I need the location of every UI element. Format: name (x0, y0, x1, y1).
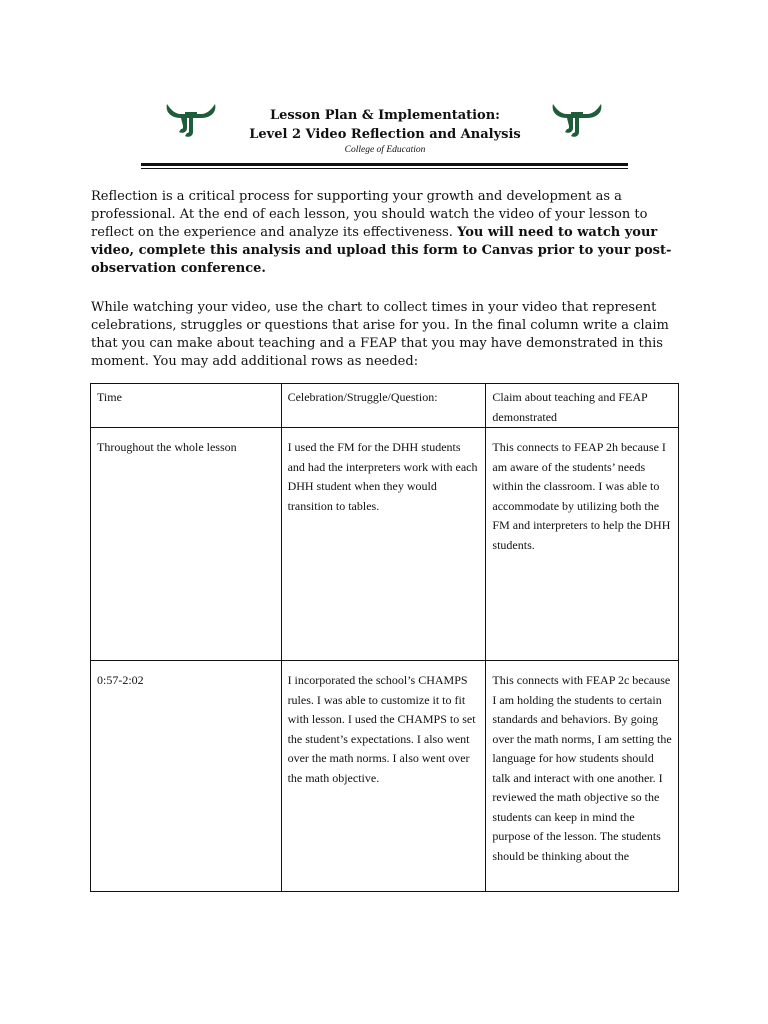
table-cell-claim[interactable]: This connects with FEAP 2c because I am holding the students to certain standards and behaviors. By going over the math norms, I am setting the language for how students should talk and interact with one another. I reviewed the math objective so the students can keep in mind the purpose of the lesson. The students should be thinking about the (486, 661, 679, 892)
intro-paragraph-2: While watching your video, use the chart to collect times in your video that represent celebrations, struggles or questions that arise for you. In the final column write a claim that you can make about teaching and a FEAP that you may have demonstrated in this moment. You may add additional rows as needed: (91, 300, 669, 369)
table-row (91, 661, 679, 892)
reflection-table (90, 383, 679, 892)
table-cell-claim[interactable]: This connects to FEAP 2h because I am aware of the students’ needs within the classroom. I was able to accommodate by utilizing both the FM and interpreters to help the DHH students. (486, 428, 679, 661)
table-cell-time[interactable]: 0:57-2:02 (91, 661, 282, 892)
intro-paragraph-1-plain: Reflection is a critical process for supporting your growth and development as a professional. At the end of each lesson, you should watch the video of your lesson to reflect on the experience and analyze its effectiveness. (91, 189, 648, 240)
table-row (91, 428, 679, 661)
intro-paragraph-1 (91, 188, 683, 278)
document-title-line1: Lesson Plan & Implementation: (270, 108, 500, 123)
document-subtitle: College of Education (344, 145, 426, 155)
header-divider-thick (141, 163, 628, 166)
header-divider-thin (141, 168, 628, 169)
table-cell-celebration[interactable]: I used the FM for the DHH students and had the interpreters work with each DHH student when they would transition to tables. (281, 428, 486, 661)
table-cell-time[interactable]: Throughout the whole lesson (91, 428, 282, 661)
table-header-time: Time (91, 384, 282, 428)
table-cell-celebration[interactable]: I incorporated the school’s CHAMPS rules. I was able to customize it to fit with lesson. I used the CHAMPS to set the student’s expectations. I also went over the math norms. I also went over the math objective. (281, 661, 486, 892)
table-header-row (91, 384, 679, 428)
document-title-line2: Level 2 Video Reflection and Analysis (249, 127, 521, 142)
table-header-claim: Claim about teaching and FEAP demonstrated (486, 384, 679, 428)
table-header-celebration: Celebration/Struggle/Question: (281, 384, 486, 428)
document-header (200, 106, 570, 156)
intro-paragraph-1-bold: You will need to watch your video, complete this analysis and upload this form to Canvas prior to your post-observation conference. (91, 225, 672, 276)
